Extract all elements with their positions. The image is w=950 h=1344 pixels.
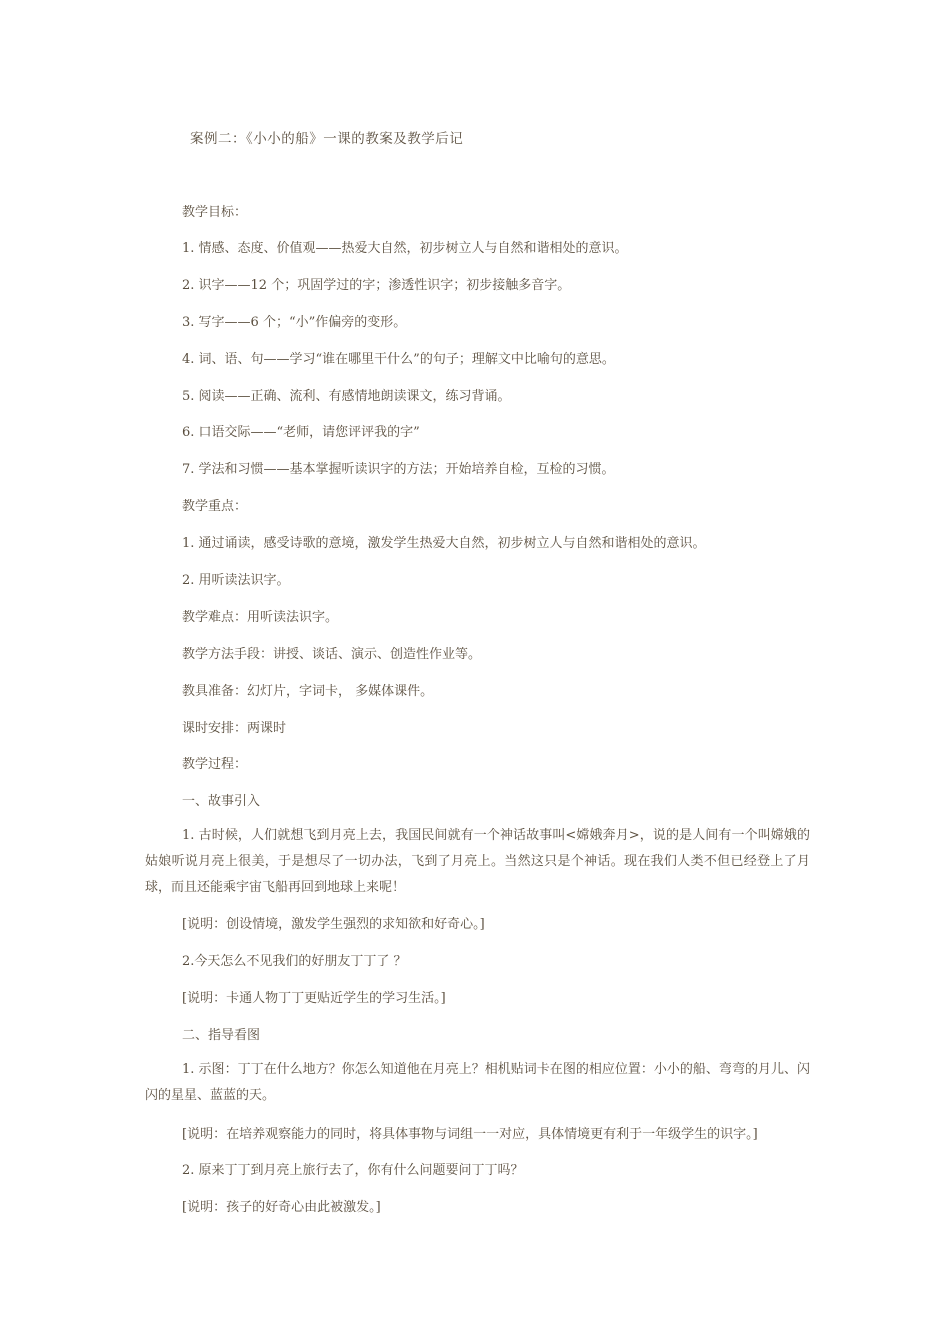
section2-note-1: [说明：在培养观察能力的同时，将具体事物与词组一一对应，具体情境更有利于一年级学生的识字。] (182, 1127, 758, 1142)
objective-item-7: 7. 学法和习惯——基本掌握听读识字的方法；开始培养自检，互检的习惯。 (182, 462, 615, 477)
document-title: 案例二：《小小的船》一课的教案及教学后记 (190, 131, 464, 147)
difficulty-line: 教学难点：用听读法识字。 (182, 610, 339, 625)
section2-paragraph-1: 1. 示图：丁丁在什么地方？你怎么知道他在月亮上？相机贴词卡在图的相应位置：小小的船、弯弯的月儿、闪闪的星星、蓝蓝的天。 (145, 1062, 810, 1103)
section2-heading: 二、指导看图 (182, 1028, 261, 1043)
objective-item-4: 4. 词、语、句——学习“谁在哪里干什么”的句子；理解文中比喻句的意思。 (182, 352, 615, 367)
section1-paragraph-1: 1. 古时候，人们就想飞到月亮上去，我国民间就有一个神话故事叫<嫦娥奔月>，说的是人间有一个叫嫦娥的姑娘听说月亮上很美，于是想尽了一切办法，飞到了月亮上。当然这只是个神话。现在我们人类不但已经登上了月球，而且还能乘宇宙飞船再回到地球上来呢！ (145, 828, 810, 895)
objectives-heading: 教学目标： (182, 205, 248, 220)
key-point-item-1: 1. 通过诵读，感受诗歌的意境，激发学生热爱大自然，初步树立人与自然和谐相处的意识。 (182, 536, 706, 551)
objective-item-2: 2. 识字——12 个；巩固学过的字；渗透性识字；初步接触多音字。 (182, 278, 571, 293)
section1-note-1: [说明：创设情境，激发学生强烈的求知欲和好奇心。] (182, 917, 485, 932)
objective-item-6: 6. 口语交际——“老师，请您评评我的字” (182, 425, 420, 440)
process-heading: 教学过程： (182, 757, 248, 772)
objective-item-1: 1. 情感、态度、价值观——热爱大自然，初步树立人与自然和谐相处的意识。 (182, 241, 628, 256)
key-point-item-2: 2. 用听读法识字。 (182, 573, 290, 588)
schedule-line: 课时安排：两课时 (182, 721, 287, 736)
section1-paragraph-2: 2.今天怎么不见我们的好朋友丁丁了 ？ (182, 954, 407, 969)
section2-note-2: [说明：孩子的好奇心由此被激发。] (182, 1200, 381, 1215)
methods-line: 教学方法手段：讲授、谈话、演示、创造性作业等。 (182, 647, 482, 662)
key-points-heading: 教学重点： (182, 499, 248, 514)
section1-heading: 一、故事引入 (182, 794, 261, 809)
tools-line: 教具准备：幻灯片，字词卡， 多媒体课件。 (182, 684, 434, 699)
section1-note-2: [说明：卡通人物丁丁更贴近学生的学习生活。] (182, 991, 446, 1006)
section2-paragraph-2: 2. 原来丁丁到月亮上旅行去了，你有什么问题要问丁丁吗？ (182, 1163, 524, 1178)
objective-item-3: 3. 写字——6 个；“小”作偏旁的变形。 (182, 315, 407, 330)
objective-item-5: 5. 阅读——正确、流利、有感情地朗读课文，练习背诵。 (182, 389, 511, 404)
